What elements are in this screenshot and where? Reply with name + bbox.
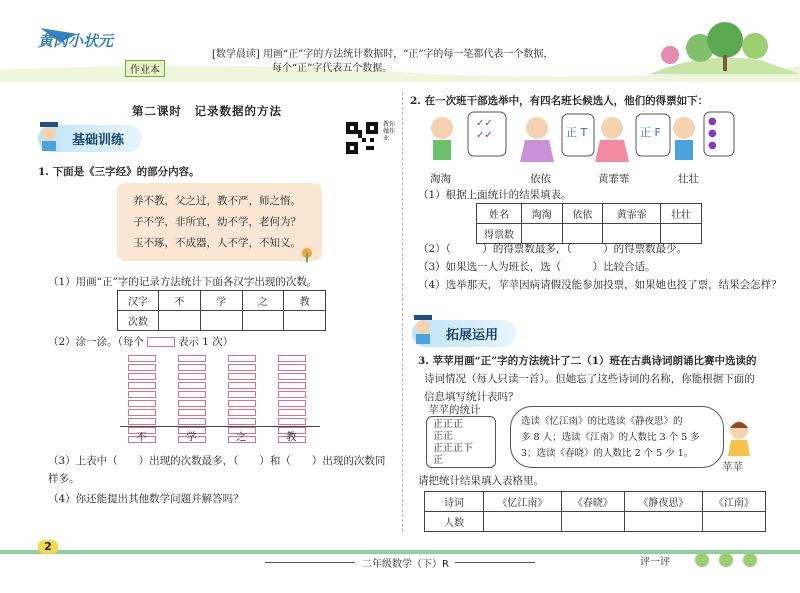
banner-line: 每个“正”字代表五个数据。 (272, 63, 393, 74)
poem-line: 养不教，父之过，教不严，师之惰。 (133, 195, 301, 207)
table-header: 淘淘 (522, 204, 563, 224)
color-box[interactable] (228, 418, 256, 425)
row-label: 得票数 (477, 224, 522, 244)
color-box[interactable] (228, 409, 256, 416)
unit-box-sample (147, 337, 175, 347)
color-box[interactable] (128, 409, 156, 416)
row-label: 人数 (425, 512, 484, 532)
table-header: 汉字 (118, 291, 159, 311)
color-box[interactable] (178, 373, 206, 380)
lesson-title: 第二课时 记录数据的方法 (132, 104, 282, 118)
question-1-part4: （4）你还能提出其他数学问题并解答吗？ (48, 493, 244, 505)
question-1-part1: （1）用画“正”字的记录方法统计下面各汉字出现的次数。 (48, 276, 318, 288)
answer-cell[interactable] (561, 512, 624, 532)
color-box[interactable] (278, 418, 306, 425)
question-2-part3: （3）如果选一人为班长，选（ ）比较合适。 (418, 261, 656, 273)
q1-count-table (117, 290, 326, 331)
qr-caption: 教你做作业 (383, 121, 396, 142)
color-box[interactable] (178, 409, 206, 416)
color-box[interactable] (278, 373, 306, 380)
footer-rule (265, 562, 355, 563)
question-1-stem: 1. 下面是《三字经》的部分内容。 (38, 166, 200, 178)
color-box[interactable] (278, 382, 306, 389)
part2-text: （2）涂一涂。（每个 (48, 336, 144, 348)
candidate-name: 黄霏霏 (598, 173, 630, 185)
color-box[interactable] (128, 418, 156, 425)
tally-line: 正正正下 (433, 443, 473, 454)
tally-bubble-taotao: ✓✓✓✓ (476, 118, 493, 141)
question-3-stem-line: 信息填写统计表吗？ (424, 391, 519, 403)
girl-name: 苹苹 (722, 461, 743, 473)
color-box[interactable] (128, 382, 156, 389)
question-1-part2 (48, 333, 233, 351)
color-box[interactable] (128, 400, 156, 407)
tally-bubble-zhuangzhuang: ● ● ● (708, 116, 717, 151)
book-tag: 作业本 (125, 60, 165, 77)
bar-label: 学 (186, 431, 197, 443)
color-box[interactable] (128, 373, 156, 380)
color-box[interactable] (228, 373, 256, 380)
table-header: 壮壮 (661, 204, 702, 224)
student-icon (36, 120, 62, 152)
color-box[interactable] (128, 364, 156, 371)
table-header: 依依 (562, 204, 603, 224)
bar-label: 教 (286, 431, 297, 443)
logo: 黄冈小状元 (38, 32, 114, 50)
review-label: 评一评 (640, 557, 670, 568)
girl-pingping-icon (724, 418, 754, 458)
tally-bubble-yiyi: 正 T (566, 126, 588, 139)
row-label: 次数 (118, 311, 159, 331)
answer-cell[interactable] (242, 311, 284, 331)
bar-label: 之 (236, 431, 247, 443)
tally-bubble-huangfeifei: 正 F (640, 126, 661, 139)
color-box[interactable] (278, 391, 306, 398)
color-box[interactable] (278, 355, 306, 362)
table-header: 《春晓》 (561, 492, 624, 512)
column-divider (402, 92, 404, 532)
color-box[interactable] (178, 418, 206, 425)
section-title: 基础训练 (38, 125, 142, 152)
color-box[interactable] (278, 400, 306, 407)
table-header: 诗词 (425, 492, 484, 512)
color-box[interactable] (178, 382, 206, 389)
question-3-stem: 3. 苹苹用画“正”字的方法统计了二（1）班在古典诗词朗诵比赛中选读的 (418, 355, 757, 367)
question-2-stem: 2. 在一次班干部选举中，有四名班长候选人，他们的得票如下： (410, 95, 709, 107)
answer-cell[interactable] (484, 512, 562, 532)
bar-baseline (120, 426, 320, 427)
clue-line: 选读《忆江南》的比选读《静夜思》的 (521, 416, 683, 427)
clue-line: 多 8 人；选读《江南》的人数比 3 个 5 多 (521, 432, 700, 443)
answer-cell[interactable] (200, 311, 242, 331)
footer-rule (455, 562, 535, 563)
qr-code[interactable] (346, 122, 378, 154)
morning-reading-banner (212, 48, 632, 76)
table-header: 之 (242, 291, 284, 311)
rating-icons[interactable] (690, 550, 770, 570)
question-2-part1: （1）根据上面统计的结果填表。 (418, 189, 572, 201)
table-header: 姓名 (477, 204, 522, 224)
q2-vote-table (476, 203, 702, 244)
question-1-part3-cont: 样多。 (48, 473, 80, 485)
book-info: 二年级数学（下）R (362, 559, 449, 570)
flower-icon (298, 244, 316, 262)
clue-line: 3；选读《春晓》的人数比 2 个 5 少 1。 (521, 448, 694, 459)
poem-box (117, 183, 322, 261)
tally-box (426, 416, 496, 468)
color-box[interactable] (228, 355, 256, 362)
color-box[interactable] (128, 391, 156, 398)
color-box[interactable] (178, 391, 206, 398)
tally-line: 正正正 (433, 419, 463, 430)
color-box[interactable] (128, 355, 156, 362)
table-header: 《江南》 (702, 492, 765, 512)
q3-poem-table (424, 491, 766, 532)
color-box[interactable] (178, 364, 206, 371)
table-header: 不 (159, 291, 201, 311)
table-header: 黄霏霏 (603, 204, 661, 224)
student-icon (410, 313, 436, 345)
answer-cell[interactable] (159, 311, 201, 331)
color-box[interactable] (228, 391, 256, 398)
bar-label: 不 (136, 431, 147, 443)
table-header: 学 (200, 291, 242, 311)
part2-tail: 表示 1 次） (177, 336, 234, 348)
candidate-name: 壮壮 (678, 173, 699, 185)
color-box[interactable] (228, 382, 256, 389)
color-box[interactable] (278, 364, 306, 371)
page-number: 2 (38, 540, 58, 554)
footer-line (0, 550, 800, 554)
question-3-stem-line: 诗词情况（每人只读一首）。但她忘了这些诗词的名称，你能根据下面的 (424, 373, 755, 385)
tally-line: 正正 (433, 431, 453, 442)
candidate-name: 依依 (530, 173, 551, 185)
candidate-name: 淘淘 (430, 173, 451, 185)
answer-cell[interactable] (284, 311, 326, 331)
table-header: 《忆江南》 (484, 492, 562, 512)
banner-line: [数学晨读] 用画“正”字的方法统计数据时，“正”字的每一笔都代表一个数据， (212, 49, 554, 60)
color-box[interactable] (228, 400, 256, 407)
color-box[interactable] (228, 364, 256, 371)
fill-prompt: 请把统计结果填入表格里。 (418, 475, 544, 487)
color-box[interactable] (278, 409, 306, 416)
tally-title: 苹苹的统计 (428, 404, 481, 416)
question-2-part4: （4）选举那天，苹苹因病请假没能参加投票，如果她也投了票，结果会怎样？ (418, 279, 782, 291)
clue-bubble (510, 406, 724, 468)
answer-cell[interactable] (702, 512, 765, 532)
question-2-part2: （2）（ ）的得票数最多，（ ）的得票数最少。 (418, 243, 688, 255)
table-header: 教 (284, 291, 326, 311)
poem-line: 玉不琢，不成器，人不学，不知义。 (133, 237, 301, 249)
question-1-part3: （3）上表中（ ）出现的次数最多，（ ）和（ ）出现的次数同 (48, 455, 386, 467)
color-box[interactable] (178, 400, 206, 407)
poem-line: 子不学，非所宜，幼不学，老何为？ (133, 216, 301, 228)
color-box[interactable] (178, 355, 206, 362)
answer-cell[interactable] (625, 512, 703, 532)
table-header: 《静夜思》 (625, 492, 703, 512)
section-title: 拓展运用 (412, 320, 516, 347)
tally-line: 正 (433, 455, 443, 466)
